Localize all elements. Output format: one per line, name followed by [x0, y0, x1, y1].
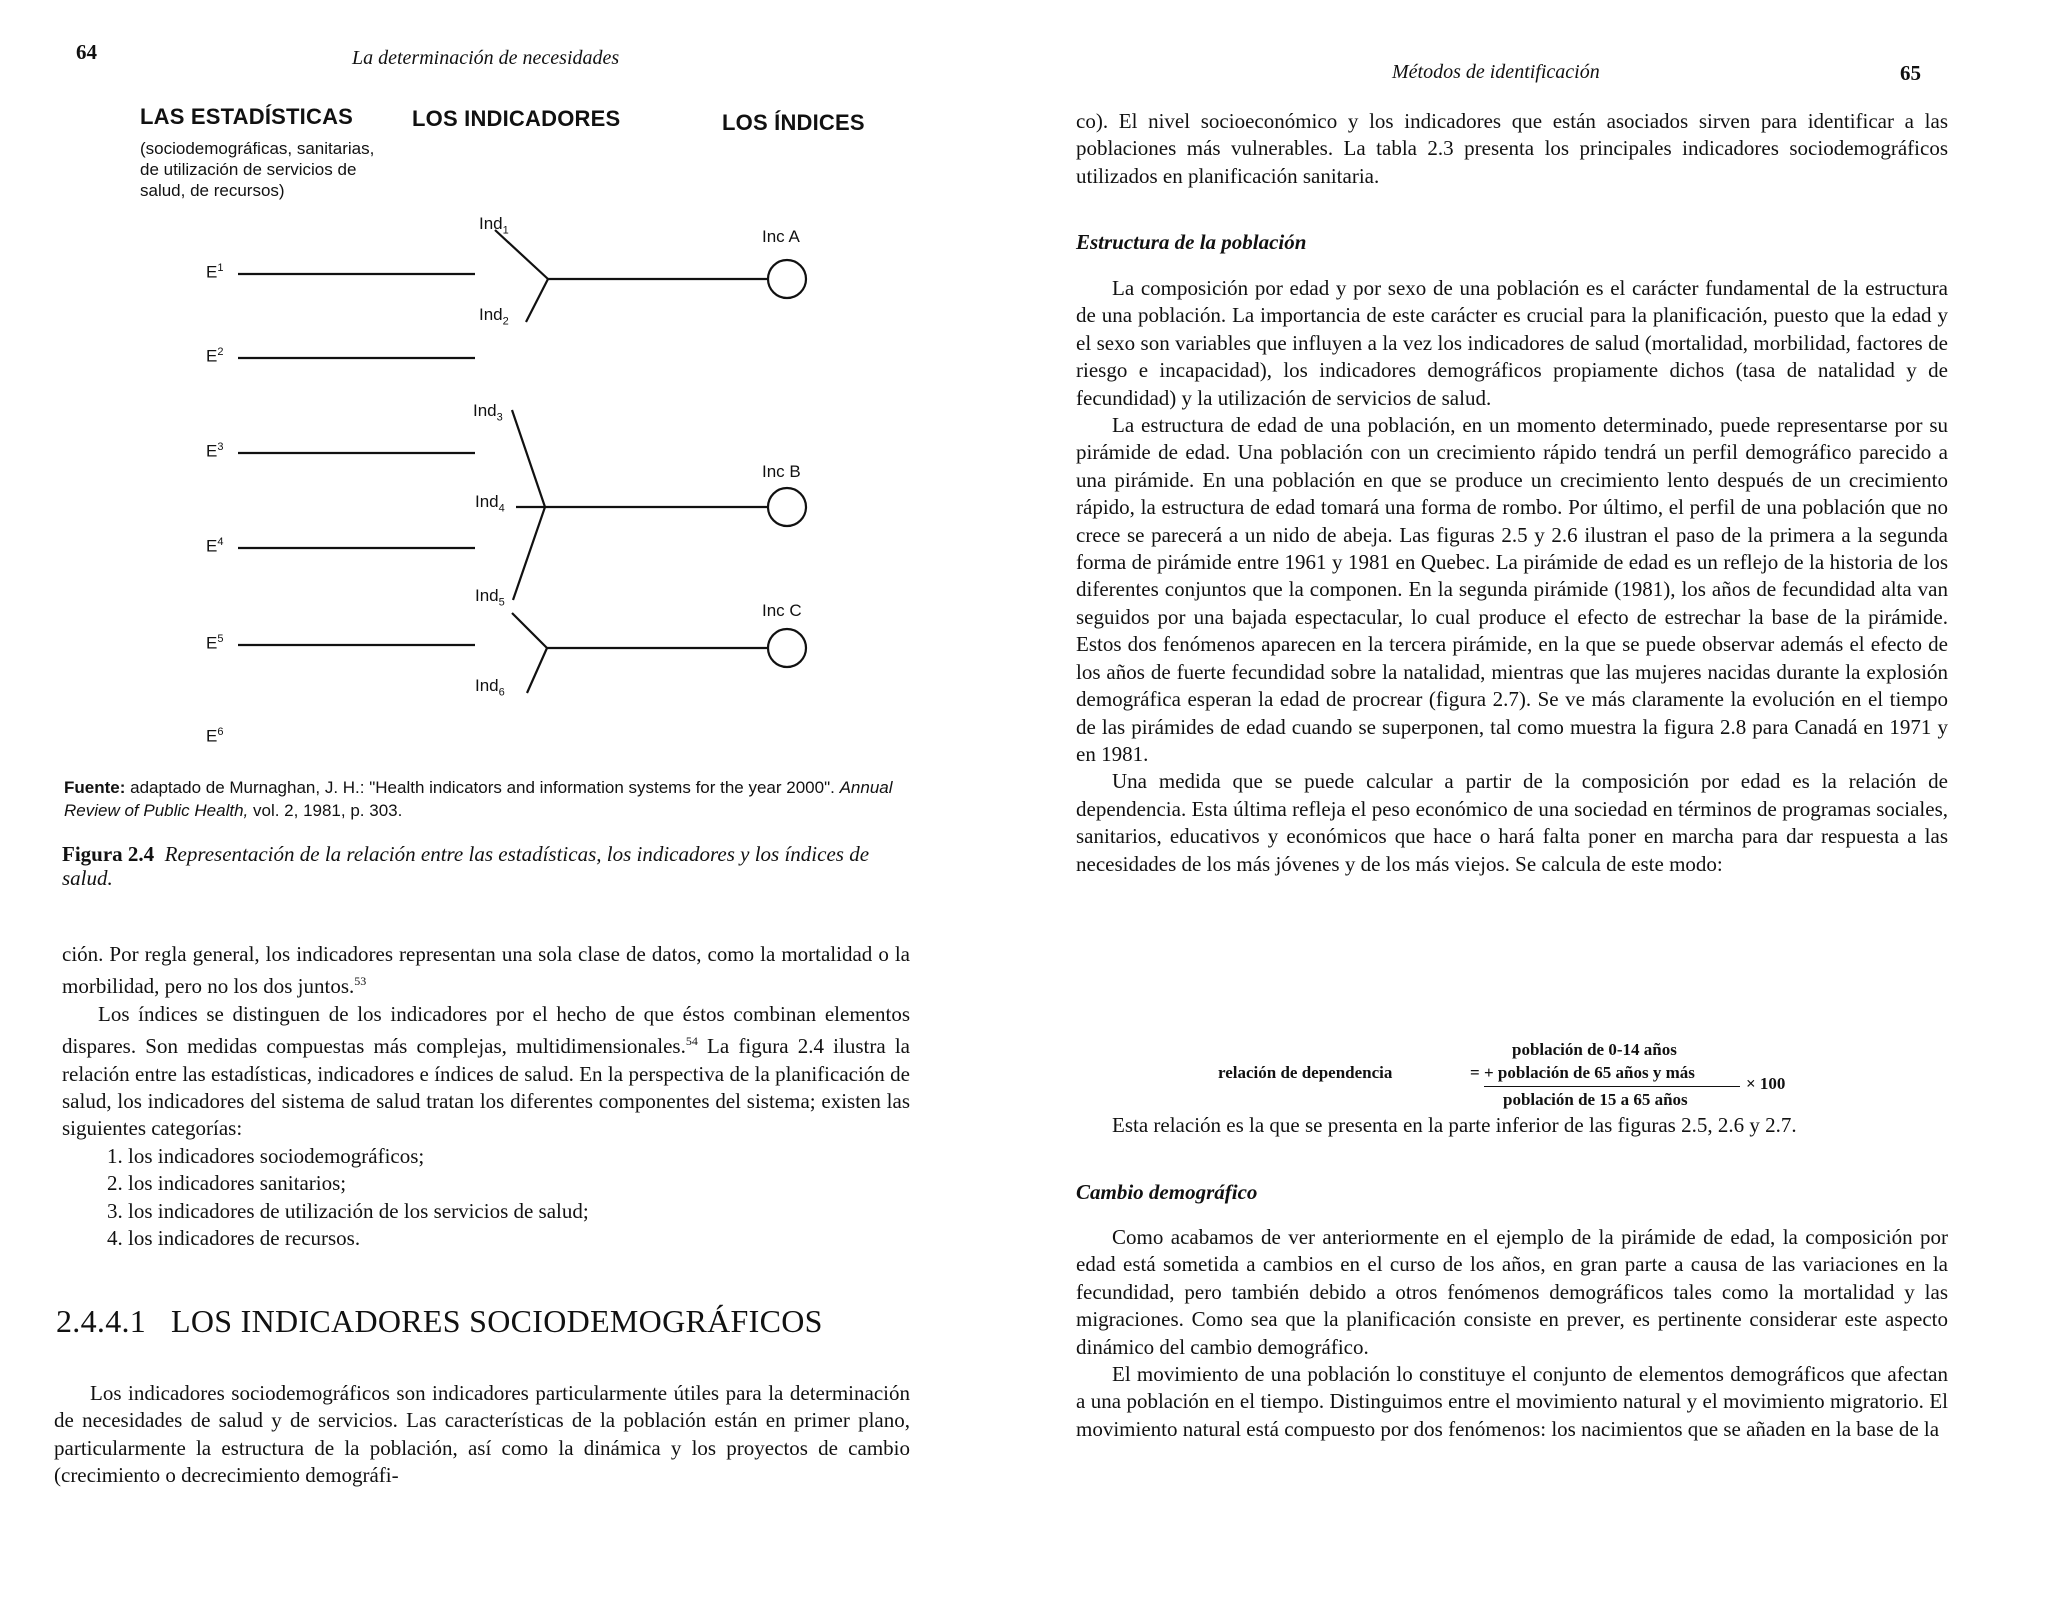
statistics-note: (sociodemográficas, sanitarias, de utilización de servicios de salud, de recursos) — [140, 139, 375, 200]
link-ind1 — [495, 230, 548, 279]
demographic-change-text — [1076, 1224, 1948, 1443]
section-number: 2.4.4.1 — [56, 1303, 147, 1339]
figure-2-4-diagram — [0, 0, 1024, 746]
paragraph: El movimiento de una población lo constituye el conjunto de elementos demográficos que afectan a una población en el tiempo. Distinguimos entre el movimiento natural y el movimiento migratorio. El movimiento natural está compuesto por dos fenómenos: los nacimientos que se añaden en la base de la — [1076, 1362, 1948, 1441]
list-item: 4. los indicadores de recursos. — [128, 1225, 910, 1252]
header-indicators: LOS INDICADORES — [412, 106, 621, 131]
paragraph: Una medida que se puede calcular a partir de la composición por edad es la relación de dependencia. Esta última refleja el peso económico de una sociedad en términos de programas sociales, sanitarios, educativos y económicos que hace o hará falta poner en marcha para dar respuesta a las necesidades de los más jóvenes y de los más viejos. Se calcula de este modo: — [1076, 769, 1948, 876]
list-item: 1. los indicadores sociodemográficos; — [128, 1143, 910, 1170]
index-label-c: Inc C — [762, 601, 802, 620]
list-item: 3. los indicadores de utilización de los servicios de salud; — [128, 1198, 910, 1225]
formula-multiplier: × 100 — [1746, 1074, 1786, 1093]
header-statistics: LAS ESTADÍSTICAS — [140, 104, 354, 129]
paragraph: Los índices se distinguen de los indicadores por el hecho de que éstos combinan elementos dispares. Son medidas compuestas más complejas, multidimensionales.$^{54}$ La figura 2.4 ilustra la relación entre las estadísticas, indicadores e índices de salud. En la perspectiva de la planificación de salud, los indicadores del sistema de salud tratan los diferentes componentes del sistema; existen las siguientes categorías: — [62, 1001, 911, 1141]
subheading-population-structure: Estructura de la población — [1076, 230, 1307, 254]
link-ind6 — [527, 648, 547, 693]
link-ind2 — [526, 279, 548, 322]
formula-denominator: población de 15 a 65 años — [1503, 1090, 1688, 1109]
paragraph: ción. Por regla general, los indicadores representan una sola clase de datos, como la mortalidad o la morbilidad, pero no los dos juntos.$^{53}$ — [62, 942, 910, 999]
dependency-ratio-formula — [1218, 1040, 1818, 1109]
index-node-b — [768, 488, 806, 526]
index-label-b: Inc B — [762, 462, 801, 481]
index-label-a: Inc A — [762, 227, 800, 246]
list-item: 2. los indicadores sanitarios; — [128, 1170, 910, 1197]
left-body-text — [62, 941, 910, 1252]
section-heading — [56, 1303, 823, 1340]
stat-label-3: $E^3$ — [206, 441, 224, 461]
indicator-label-4: Ind$_4$ — [475, 492, 505, 515]
stat-label-1: $E^1$ — [206, 262, 224, 282]
indicator-label-6: Ind$_6$ — [475, 676, 505, 699]
index-node-c — [768, 629, 806, 667]
subheading-demographic-change: Cambio demográfico — [1076, 1180, 1258, 1204]
indicator-label-3: Ind$_3$ — [473, 401, 503, 424]
stat-label-4: $E^4$ — [206, 536, 224, 556]
paragraph: La composición por edad y por sexo de una población es el carácter fundamental de la estructura de una población. La importancia de este carácter es crucial para la planificación, puesto que la edad y el sexo son variables que influyen a la vez los indicadores de salud (mortalidad, morbilidad, factores de riesgo e incapacidad), los indicadores demográficos propiamente dichos (tasa de natalidad y de fecundidad) y la utilización de servicios de salud. — [1076, 276, 1948, 410]
header-indices: LOS ÍNDICES — [722, 110, 865, 135]
index-node-a — [768, 260, 806, 298]
diagram-lines — [0, 0, 1024, 720]
figure-caption: Figura 2.4 Representación de la relación entre las estadísticas, los indicadores y los índices de salud. — [62, 842, 870, 890]
running-head-right: Métodos de identificación — [1392, 61, 1600, 83]
page-number-left: 64 — [76, 40, 97, 64]
after-formula-text: Esta relación es la que se presenta en la parte inferior de las figuras 2.5, 2.6 y 2.7. — [1112, 1113, 1797, 1137]
indicator-label-1: Ind$_1$ — [479, 214, 509, 237]
stat-label-2: $E^2$ — [206, 346, 224, 366]
running-head-left: La determinación de necesidades — [352, 47, 620, 69]
indicator-label-2: Ind$_2$ — [479, 305, 509, 328]
indicator-category-list — [62, 1143, 910, 1253]
section-title: LOS INDICADORES SOCIODEMOGRÁFICOS — [171, 1303, 823, 1339]
figure-source: Fuente: adaptado de Murnaghan, J. H.: "Health indicators and information systems for the year 2000". Annual Review of Public Health, vol. 2, 1981, p. 303. — [64, 778, 893, 820]
formula-equals: = — [1470, 1063, 1480, 1082]
formula-numerator-1: población de 0-14 años — [1512, 1040, 1677, 1059]
formula-lhs: relación de dependencia — [1218, 1063, 1393, 1082]
fraction-bar — [1484, 1086, 1740, 1087]
intro-paragraph: co). El nivel socioeconómico y los indicadores que están asociados sirven para identificar a las poblaciones más vulnerables. La tabla 2.3 presenta los principales indicadores sociodemográficos utilizados en planificación sanitaria. — [1076, 109, 1948, 188]
page-number-right: 65 — [1900, 61, 1921, 85]
stat-label-6: $E^6$ — [206, 726, 224, 746]
paragraph: La estructura de edad de una población, en un momento determinado, puede representarse por su pirámide de edad. Una población con un crecimiento rápido tendrá un perfil demográfico parecido a una pirámide. En una población en que se produce un crecimiento lento después de un crecimiento rápido, la estructura de edad tomará una forma de rombo. Por último, el perfil de una población que no crece se parecerá a un nido de abeja. Las figuras 2.5 y 2.6 ilustran el paso de la primera a la segunda forma de pirámide entre 1961 y 1981 en Quebec. La pirámide de edad es un reflejo de la historia de los diferentes conjuntos que la componen. En la segunda pirámide (1981), los años de fecundidad alta van seguidos por una bajada espectacular, lo cual produce el efecto de estrechar la base de la pirámide. Estos dos fenómenos aparecen en la tercera pirámide, en la que se puede observar además el efecto de los años de fuerte fecundidad sobre la natalidad, mientras que las mujeres nacidas durante la explosión demográfica esperan la edad de procrear (figura 2.7). Se ve más claramente la evolución en el tiempo de las pirámides de edad cuando se superponen, tal como muestra la figura 2.8 para Canadá en 1971 y en 1981. — [1076, 413, 1948, 766]
section-paragraph: Los indicadores sociodemográficos son indicadores particularmente útiles para la determinación de necesidades de salud y de servicios. Las características de la población están en primer plano, particularmente la estructura de la población, así como la dinámica y los proyectos de cambio (crecimiento o decrecimiento demográfi- — [54, 1381, 910, 1488]
link-ind3 — [512, 410, 545, 507]
indicator-label-5: Ind$_5$ — [475, 586, 505, 609]
link-ind5c — [512, 613, 547, 648]
paragraph: Como acabamos de ver anteriormente en el ejemplo de la pirámide de edad, la composición por edad está sometida a cambios en el curso de los años, en gran parte a causa de las variaciones en la fecundidad, pero también debido a otros fenómenos demográficos tales como la mortalidad y las migraciones. Como sea que la planificación consiste en prever, es pertinente considerar este aspecto dinámico del cambio demográfico. — [1076, 1225, 1948, 1359]
link-ind5 — [513, 507, 545, 600]
formula-numerator-2: + población de 65 años y más — [1484, 1063, 1695, 1082]
population-structure-text — [1076, 275, 1948, 878]
stat-label-5: $E^5$ — [206, 633, 224, 653]
right-page — [1024, 0, 2048, 1614]
